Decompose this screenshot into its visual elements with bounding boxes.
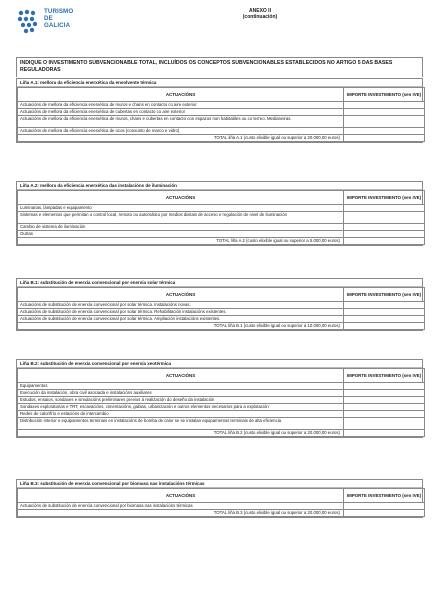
table-row-label: Actuacións de mellora da eficiencia enerxética de cubertas en contacto co aire exterior bbox=[18, 109, 344, 116]
amount-field[interactable] bbox=[344, 404, 425, 411]
amount-field[interactable] bbox=[344, 411, 425, 418]
total-label: TOTAL liña A.1 (custo elixible igual ou superior a 20.000,00 euros) bbox=[18, 135, 344, 142]
table-row-label: Actuacións de mellora da eficiencia enerxética de muros, chans e cubertas en contacto con espazos non habitables ou co terreo. Medianeiras. bbox=[18, 116, 344, 128]
section-a1 bbox=[16, 78, 423, 143]
annex-title: ANEXO II bbox=[249, 8, 271, 14]
amount-field[interactable] bbox=[344, 231, 425, 238]
amount-field[interactable] bbox=[344, 302, 425, 309]
col-header-importe: IMPORTE INVESTIMENTO (sen IVE) bbox=[344, 288, 425, 302]
section-b2 bbox=[16, 359, 423, 438]
logo-line-2: DE bbox=[44, 15, 53, 22]
table-row-label: Equipamentos bbox=[18, 383, 344, 390]
table-row-label: Sistemas e elementos que permitan o control local, remoto ou automático por medios dixitais de acceso e regulación de nivel de iluminación bbox=[18, 212, 344, 224]
table-row-label: Actuacións de mellora da eficiencia enerxética de muros e chans en contacto co aire exterior bbox=[18, 102, 344, 109]
table-row-label: Sondaxes exploratorias e TRT, escavacións, cimentacións, gabias, urbanización e outros elementos necesarios para a explotación bbox=[18, 404, 344, 411]
table-row-label: Outras bbox=[18, 231, 344, 238]
annex-subtitle: (continuación) bbox=[242, 14, 278, 20]
amount-field[interactable] bbox=[344, 383, 425, 390]
col-header-importe: IMPORTE INVESTIMENTO (sen IVE) bbox=[344, 489, 425, 503]
col-header-importe: IMPORTE INVESTIMENTO (sen IVE) bbox=[344, 369, 425, 383]
total-label: TOTAL liña B.3 (custo elixible igual ou superior a 20.000,00 euros) bbox=[18, 510, 344, 517]
total-amount-field[interactable] bbox=[344, 510, 425, 517]
logo-wordmark bbox=[44, 8, 73, 29]
col-header-importe: IMPORTE INVESTIMENTO (sen IVE) bbox=[344, 191, 425, 205]
col-header-importe: IMPORTE INVESTIMENTO (sen IVE) bbox=[344, 88, 425, 102]
section-title: Liña B.1: substitución de enerxía convencional por enerxía solar térmica bbox=[17, 279, 422, 287]
amount-field[interactable] bbox=[344, 503, 425, 510]
amount-field[interactable] bbox=[344, 128, 425, 135]
table-row-label: Cambio de sistema de iluminación bbox=[18, 224, 344, 231]
amount-field[interactable] bbox=[344, 109, 425, 116]
logo-line-3: GALICIA bbox=[44, 22, 71, 29]
amount-field[interactable] bbox=[344, 116, 425, 128]
amount-field[interactable] bbox=[344, 309, 425, 316]
total-label: TOTAL liña B.2 (custo elixible igual ou superior a 20.000,00 euros) bbox=[18, 430, 344, 437]
total-label: TOTAL liña B.1 (custo elixible igual ou superior a 10.000,00 euros) bbox=[18, 323, 344, 330]
amount-field[interactable] bbox=[344, 390, 425, 397]
turismo-galicia-logo bbox=[16, 6, 106, 44]
total-amount-field[interactable] bbox=[344, 430, 425, 437]
table-row-label: Execución da instalación, obra civil asociada e instalacións auxiliares bbox=[18, 390, 344, 397]
annex-heading bbox=[190, 8, 330, 20]
table-row-label: Actuacións de substitución de enerxía convencional por solar térmica. Instalacións novas. bbox=[18, 302, 344, 309]
investment-table bbox=[17, 488, 425, 517]
col-header-actuacions: ACTUACIÓNS bbox=[18, 88, 344, 102]
section-b1 bbox=[16, 278, 423, 331]
table-row-label: Distribución interior e equipamentos terminais en instalacións de bomba de calor se se instalan equipamentos terminais de alta eficiencia bbox=[18, 418, 344, 430]
section-title: Liña B.2: substitución de enerxía convencional por enerxía xeotérmica bbox=[17, 360, 422, 368]
table-row-label: Actuacións de substitución de enerxía convencional por biomasa nas instalacións térmicas bbox=[18, 503, 344, 510]
col-header-actuacions: ACTUACIÓNS bbox=[18, 489, 344, 503]
section-b3 bbox=[16, 479, 423, 518]
section-title: Liña A.1: mellora da eficiencia enerxética da envolvente térmica bbox=[17, 79, 422, 87]
section-a2 bbox=[16, 181, 423, 246]
total-amount-field[interactable] bbox=[344, 323, 425, 330]
galicia-emblem-icon bbox=[16, 8, 40, 38]
table-row-label: Actuacións de substitución de enerxía convencional por solar térmica. Rehabilitación instalacións existentes. bbox=[18, 309, 344, 316]
total-amount-field[interactable] bbox=[344, 135, 425, 142]
amount-field[interactable] bbox=[344, 212, 425, 224]
amount-field[interactable] bbox=[344, 418, 425, 430]
investment-table bbox=[17, 287, 425, 330]
total-label: TOTAL liña A.2 (custo elixible igual ou superior a 5.000,00 euros) bbox=[18, 238, 344, 245]
amount-field[interactable] bbox=[344, 102, 425, 109]
table-row-label: Redes de calor/frío e estacións de intercambio bbox=[18, 411, 344, 418]
amount-field[interactable] bbox=[344, 205, 425, 212]
table-row-label: Luminarias, lámpadas e equipamento bbox=[18, 205, 344, 212]
col-header-actuacions: ACTUACIÓNS bbox=[18, 191, 344, 205]
amount-field[interactable] bbox=[344, 224, 425, 231]
table-row-label: Estudos, ensaios, sondaxes e simulacións preliminares previos á realización do deseño da instalación bbox=[18, 397, 344, 404]
amount-field[interactable] bbox=[344, 316, 425, 323]
investment-table bbox=[17, 368, 425, 437]
logo-line-1: TURISMO bbox=[44, 8, 74, 15]
investment-table bbox=[17, 190, 425, 245]
section-title: Liña A.2: mellora da eficiencia enerxética das instalacións de iluminación bbox=[17, 182, 422, 190]
total-amount-field[interactable] bbox=[344, 238, 425, 245]
col-header-actuacions: ACTUACIÓNS bbox=[18, 288, 344, 302]
main-instruction: INDIQUE O INVESTIMENTO SUBVENCIONABLE TOTAL, INCLUÍDOS OS CONCEPTOS SUBVENCIONABLES ESTABLECIDOS NO ARTIGO 5 DAS BASES REGULADORAS bbox=[16, 57, 423, 77]
table-row-label: Actuacións de mellora da eficiencia enerxética de ocos (conxunto de marco e vidro) bbox=[18, 128, 344, 135]
col-header-actuacions: ACTUACIÓNS bbox=[18, 369, 344, 383]
table-row-label: Actuacións de substitución de enerxía convencional por solar térmica. Ampliación instalacións existentes. bbox=[18, 316, 344, 323]
section-title: Liña B.3: substitución de enerxía convencional por biomasa nas instalacións térmicas bbox=[17, 480, 422, 488]
amount-field[interactable] bbox=[344, 397, 425, 404]
investment-table bbox=[17, 87, 425, 142]
